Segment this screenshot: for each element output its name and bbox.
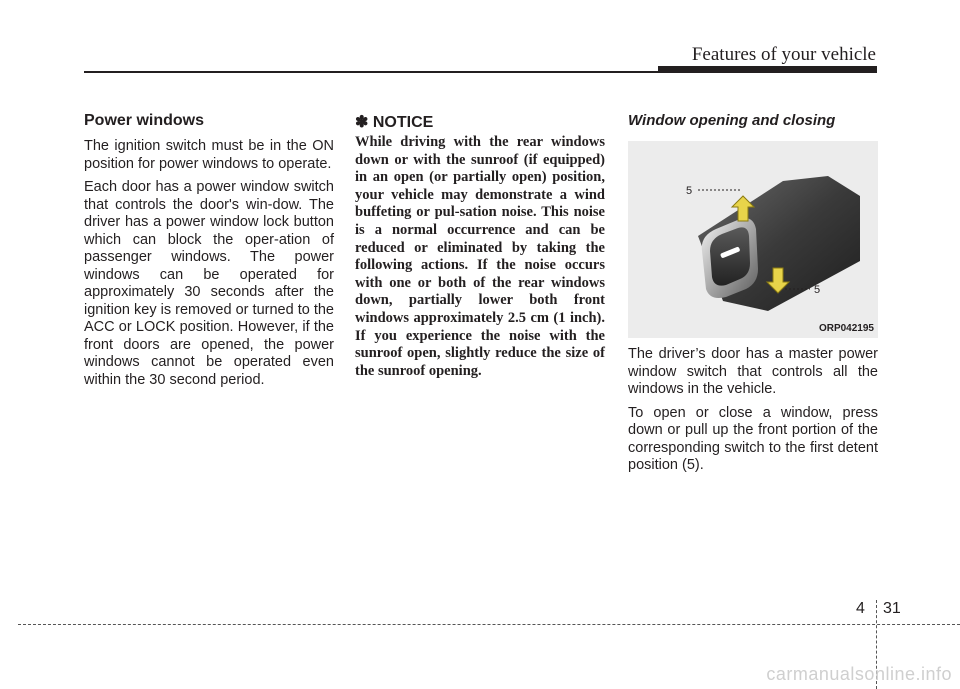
column-window-operation	[628, 108, 878, 481]
notice-text: While driving with the rear windows down or with the sunroof (if equipped) in an open (or partially open) position, your vehicle may demonstrate a wind buffeting or pul-sation noise. This noise is a normal occurrence and can be reduced or eliminated by taking the following actions. If the noise occurs with one or both of the rear windows down, partially lower both front windows approximately 2.5 cm (1 inch). If you experience the noise with the sunroof open, slightly reduce the size of the sunroof opening.	[355, 134, 605, 379]
notice-heading	[355, 112, 605, 132]
notice-icon: ✽	[355, 114, 369, 131]
section-heading: Window opening and closing	[628, 112, 836, 129]
paragraph-open-close: To open or close a window, press down or pull up the front portion of the corresponding switch to the first detent position (5).	[628, 404, 878, 473]
chapter-number: 4	[856, 600, 865, 617]
figure-code: ORP042195	[818, 323, 874, 334]
column-power-windows	[84, 108, 334, 395]
header-rule-accent	[658, 66, 877, 73]
header-title: Features of your vehicle	[691, 44, 876, 65]
window-switch-illustration	[628, 141, 878, 338]
section-heading: Power windows	[84, 112, 205, 129]
label-up: 5	[686, 185, 693, 197]
paragraph-ignition: The ignition switch must be in the ON position for power windows to operate.	[84, 138, 334, 172]
window-switch-figure	[628, 141, 878, 338]
paragraph-master-switch: The driver’s door has a master power window switch that controls all the windows in the vehicle.	[628, 346, 878, 397]
label-down: 5	[814, 284, 821, 296]
header-rule	[84, 71, 662, 73]
paragraph-door-switch: Each door has a power window switch that controls the door's win-dow. The driver has a power window lock button which can block the oper-ation of passenger windows. The power windows can be operated for approximately 30 seconds after the ignition key is removed or turned to the ACC or LOCK position. However, if the front doors are opened, the power windows cannot be operated even within the 30 second period.	[84, 179, 334, 388]
watermark: carmanualsonline.info	[766, 664, 952, 684]
footer-rule	[18, 624, 960, 625]
column-notice	[355, 108, 605, 380]
page-number: 31	[883, 600, 901, 617]
notice-label: NOTICE	[372, 114, 434, 131]
